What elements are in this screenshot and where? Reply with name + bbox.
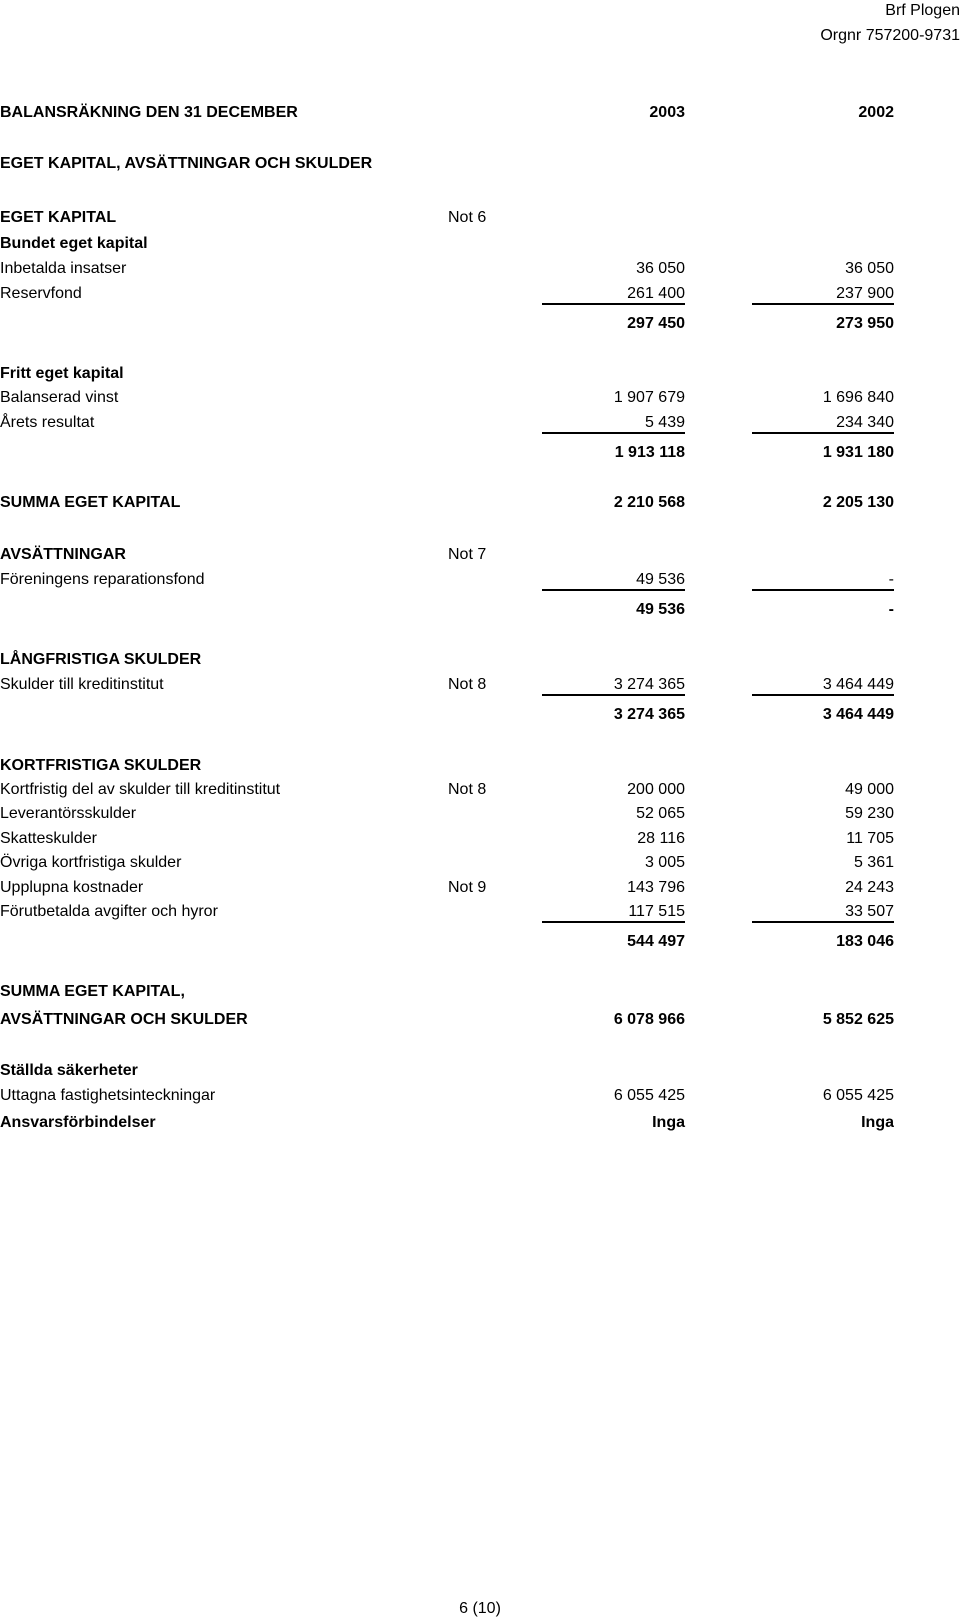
summa-total-2003: 6 078 966 (613, 1011, 685, 1028)
subtotal-2003: 49 536 (636, 601, 685, 618)
note-ref: Not 6 (448, 209, 487, 226)
row-label: Skulder till kreditinstitut (0, 676, 164, 693)
table-row (0, 1085, 960, 1107)
summa-total-label-row (0, 981, 960, 1003)
subtotal-2002: - (888, 601, 894, 618)
row-label: Årets resultat (0, 414, 95, 431)
org-number: Orgnr 757200-9731 (820, 27, 960, 44)
value-2002: 49 000 (845, 781, 894, 798)
underline-2002 (0, 901, 960, 923)
subtotal-2002: 273 950 (836, 315, 894, 332)
row-label: Övriga kortfristiga skulder (0, 854, 182, 871)
row-label: Balanserad vinst (0, 389, 119, 406)
langfristiga-heading-row (0, 649, 960, 671)
value-2003: 49 536 (636, 571, 685, 588)
page-number: 6 (10) (459, 1600, 501, 1617)
value-2002: 33 507 (845, 903, 894, 920)
underline-2002 (0, 412, 960, 434)
ansvar-row (0, 1112, 960, 1134)
summa-total-label-1: SUMMA EGET KAPITAL, (0, 983, 185, 1000)
table-row (0, 877, 960, 899)
bundet-heading: Bundet eget kapital (0, 235, 148, 252)
summa-2003: 2 210 568 (613, 494, 685, 511)
summa-total-2002: 5 852 625 (822, 1011, 894, 1028)
subtotal-2003: 1 913 118 (614, 444, 685, 461)
table-row (0, 779, 960, 801)
summa-total-label-2: AVSÄTTNINGAR OCH SKULDER (0, 1011, 248, 1028)
value-2003: 143 796 (627, 879, 685, 896)
value-2002: 6 055 425 (822, 1087, 894, 1104)
subtotal-2002: 3 464 449 (822, 706, 894, 723)
year-2003: 2003 (649, 104, 685, 121)
subtotal-row (0, 931, 960, 953)
eget-kapital-heading: EGET KAPITAL (0, 209, 117, 226)
value-2002: 59 230 (845, 805, 894, 822)
row-label: Uttagna fastighetsinteckningar (0, 1087, 216, 1104)
avsattningar-heading: AVSÄTTNINGAR (0, 546, 126, 563)
value-2002: 24 243 (845, 879, 894, 896)
langfristiga-heading: LÅNGFRISTIGA SKULDER (0, 651, 202, 668)
underline-2002 (0, 283, 960, 305)
title-row (0, 102, 960, 124)
note-ref: Not 7 (448, 546, 487, 563)
subtotal-row (0, 313, 960, 335)
value-2002: 1 696 840 (822, 389, 894, 406)
summa-eget-kapital-row (0, 492, 960, 514)
value-2002: 234 340 (836, 414, 894, 431)
table-row (0, 828, 960, 850)
section-heading: EGET KAPITAL, AVSÄTTNINGAR OCH SKULDER (0, 155, 373, 172)
subtotal-2003: 544 497 (627, 933, 685, 950)
value-2002: 36 050 (845, 260, 894, 277)
ansvar-2003: Inga (652, 1114, 685, 1131)
note-ref: Not 8 (448, 676, 487, 693)
subheading-row (0, 363, 960, 385)
row-label: Reservfond (0, 285, 82, 302)
summa-2002: 2 205 130 (822, 494, 894, 511)
row-label: Föreningens reparationsfond (0, 571, 205, 588)
table-row (0, 258, 960, 280)
company-name: Brf Plogen (885, 2, 960, 19)
avsattningar-heading-row (0, 544, 960, 566)
value-2002: 5 361 (853, 854, 894, 871)
value-2003: 28 116 (637, 830, 685, 847)
underline-2002 (0, 674, 960, 696)
stallda-heading-row (0, 1060, 960, 1082)
value-2003: 261 400 (627, 285, 685, 302)
value-2002: 11 705 (846, 830, 894, 847)
ansvar-label: Ansvarsförbindelser (0, 1114, 156, 1131)
subtotal-2003: 3 274 365 (613, 706, 685, 723)
value-2002: 3 464 449 (822, 676, 894, 693)
fritt-heading: Fritt eget kapital (0, 365, 124, 382)
row-label: Förutbetalda avgifter och hyror (0, 903, 218, 920)
value-2002: - (888, 571, 894, 588)
value-2003: 1 907 679 (613, 389, 685, 406)
subtotal-2002: 1 931 180 (822, 444, 894, 461)
year-2002: 2002 (858, 104, 894, 121)
table-row (0, 803, 960, 825)
stallda-heading: Ställda säkerheter (0, 1062, 138, 1079)
subtotal-2002: 183 046 (836, 933, 894, 950)
value-2003: 36 050 (636, 260, 685, 277)
value-2003: 200 000 (627, 781, 685, 798)
row-label: Upplupna kostnader (0, 879, 144, 896)
row-label: Skatteskulder (0, 830, 97, 847)
subtotal-2003: 297 450 (627, 315, 685, 332)
eget-kapital-heading-row (0, 207, 960, 229)
row-label: Inbetalda insatser (0, 260, 127, 277)
ansvar-2002: Inga (861, 1114, 894, 1131)
summa-total-row (0, 1009, 960, 1031)
value-2003: 3 274 365 (613, 676, 685, 693)
underline-2002 (0, 569, 960, 591)
section-heading-row (0, 153, 960, 175)
subtotal-row (0, 704, 960, 726)
value-2002: 237 900 (836, 285, 894, 302)
note-ref: Not 8 (448, 781, 487, 798)
table-row (0, 852, 960, 874)
summa-label: SUMMA EGET KAPITAL (0, 494, 181, 511)
value-2003: 5 439 (644, 414, 685, 431)
value-2003: 52 065 (636, 805, 685, 822)
subtotal-row (0, 599, 960, 621)
table-row (0, 387, 960, 409)
value-2003: 117 515 (628, 903, 685, 920)
note-ref: Not 9 (448, 879, 487, 896)
value-2003: 6 055 425 (613, 1087, 685, 1104)
kortfristiga-heading-row (0, 755, 960, 777)
subheading-row (0, 233, 960, 255)
row-label: Leverantörsskulder (0, 805, 137, 822)
kortfristiga-heading: KORTFRISTIGA SKULDER (0, 757, 202, 774)
value-2003: 3 005 (644, 854, 685, 871)
subtotal-row (0, 442, 960, 464)
page-title: BALANSRÄKNING DEN 31 DECEMBER (0, 104, 298, 121)
row-label: Kortfristig del av skulder till kreditinstitut (0, 781, 281, 798)
